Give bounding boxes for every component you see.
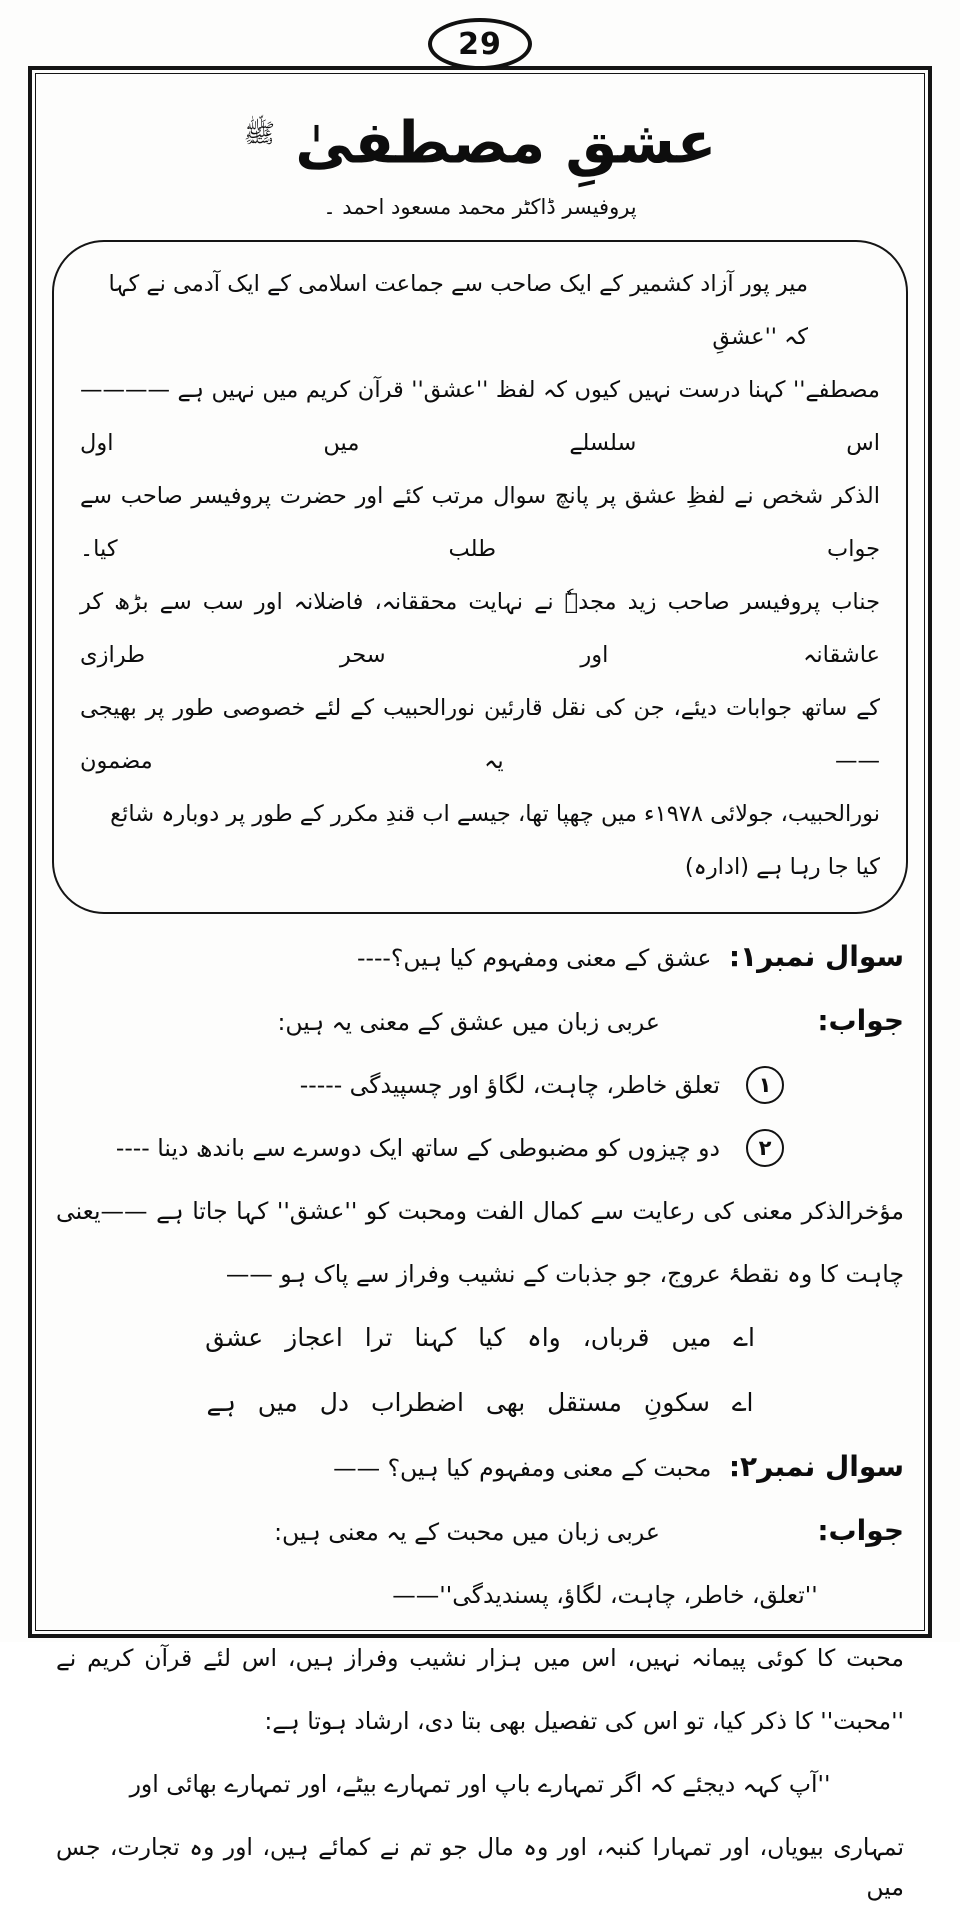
page-border-frame-inner	[35, 73, 925, 1902]
meaning-item-1-text: تعلق خاطر، چاہت، لگاؤ اور چسپیدگی -----	[299, 1071, 720, 1100]
poetry-verse-1: اے میں قرباں، واہ کیا کہنا ترا اعجاز عشق	[205, 1323, 755, 1353]
quran-quote-line-2: تمہاری بیویاں، اور تمہارا کنبہ، اور وہ مال جو تم نے کمائے ہیں، اور وہ تجارت، جس میں	[56, 1833, 904, 1902]
question-1-row	[56, 937, 904, 978]
page-number-badge: 29	[428, 18, 532, 70]
question-2-row	[56, 1447, 904, 1488]
intro-line: میر پور آزاد کشمیر کے ایک صاحب سے جماعت اسلامی کے ایک آدمی نے کہا کہ ''عشقِ	[108, 271, 808, 351]
intro-line: جناب پروفیسر صاحب زید مجدہٗ نے نہایت محققانہ، فاضلانہ اور سب سے بڑھ کر عاشقانہ اور سحر طرازی	[80, 589, 880, 669]
page-border-frame	[28, 66, 932, 1902]
question-1-text: عشق کے معنی ومفہوم کیا ہیں؟----	[356, 944, 712, 973]
question-1-label: سوال نمبر۱:	[728, 940, 904, 974]
intro-line: مصطفے'' کہنا درست نہیں کیوں کہ لفظ ''عشق'' قرآن کریم میں نہیں ہے ———— اس سلسلے میں اول	[80, 377, 880, 457]
intro-line: نورالحبیب، جولائی ۱۹۷۸ء میں چھپا تھا، جیسے اب قندِ مکرر کے طور پر دوبارہ شائع کیا جا رہا ہے (ادارہ)	[110, 801, 880, 881]
title-text: عشقِ مصطفیٰ	[295, 108, 717, 177]
intro-line: الذکر شخص نے لفظِ عشق پر پانچ سوال مرتب کئے اور حضرت پروفیسر صاحب سے جواب طلب کیا۔	[80, 483, 880, 563]
meaning-item-1	[56, 1065, 904, 1105]
answer-1-row	[56, 1001, 904, 1042]
question-answer-section	[50, 937, 910, 1907]
editorial-note-box	[52, 240, 908, 914]
durood-mark: ﷺ	[243, 119, 276, 149]
explanation-paragraph-4: ''محبت'' کا ذکر کیا، تو اس کی تفصیل بھی بتا دی، ارشاد ہوتا ہے:	[264, 1707, 904, 1736]
answer-2-label: جواب:	[817, 1514, 904, 1548]
poetry-verse-2: اے سکونِ مستقل بھی اضطراب دل میں ہے	[206, 1388, 754, 1418]
quran-quote-line-1: ''آپ کہہ دیجئے کہ اگر تمہارے باپ اور تمہارے بیٹے، اور تمہارے بھائی اور	[129, 1770, 831, 1799]
author-name: پروفیسر ڈاکٹر محمد مسعود احمد ۔	[323, 195, 637, 220]
meaning-item-2	[56, 1128, 904, 1168]
meaning-item-2-text: دو چیزوں کو مضبوطی کے ساتھ ایک دوسرے سے باندھ دینا ----	[115, 1134, 720, 1163]
answer-2-row	[56, 1511, 904, 1552]
explanation-paragraph-2: چاہت کا وہ نقطۂ عروج، جو جذبات کے نشیب وفراز سے پاک ہو ——	[225, 1260, 904, 1289]
question-2-text: محبت کے معنی ومفہوم کیا ہیں؟ ——	[333, 1454, 712, 1483]
question-2-label: سوال نمبر۲:	[728, 1450, 904, 1484]
answer-1-text: عربی زبان میں عشق کے معنی یہ ہیں:	[277, 1008, 660, 1037]
meanings-quote: ''تعلق، خاطر، چاہت، لگاؤ، پسندیدگی''——	[392, 1581, 818, 1610]
answer-1-label: جواب:	[817, 1004, 904, 1038]
circled-number-1: ۱	[746, 1066, 784, 1104]
book-title	[50, 88, 910, 188]
explanation-paragraph-1: مؤخرالذکر معنی کی رعایت سے کمال الفت ومحبت کو ''عشق'' کہا جاتا ہے ——یعنی	[56, 1197, 904, 1226]
intro-line: کے ساتھ جوابات دیئے، جن کی نقل قارئین نورالحبیب کے لئے خصوصی طور پر بھیجی —— یہ مضمون	[80, 695, 880, 775]
page-number-container	[0, 18, 960, 70]
answer-2-text: عربی زبان میں محبت کے یہ معنی ہیں:	[274, 1518, 660, 1547]
explanation-paragraph-3: محبت کا کوئی پیمانہ نہیں، اس میں ہزار نشیب وفراز ہیں، اس لئے قرآن کریم نے	[56, 1644, 904, 1673]
circled-number-2: ۲	[746, 1129, 784, 1167]
